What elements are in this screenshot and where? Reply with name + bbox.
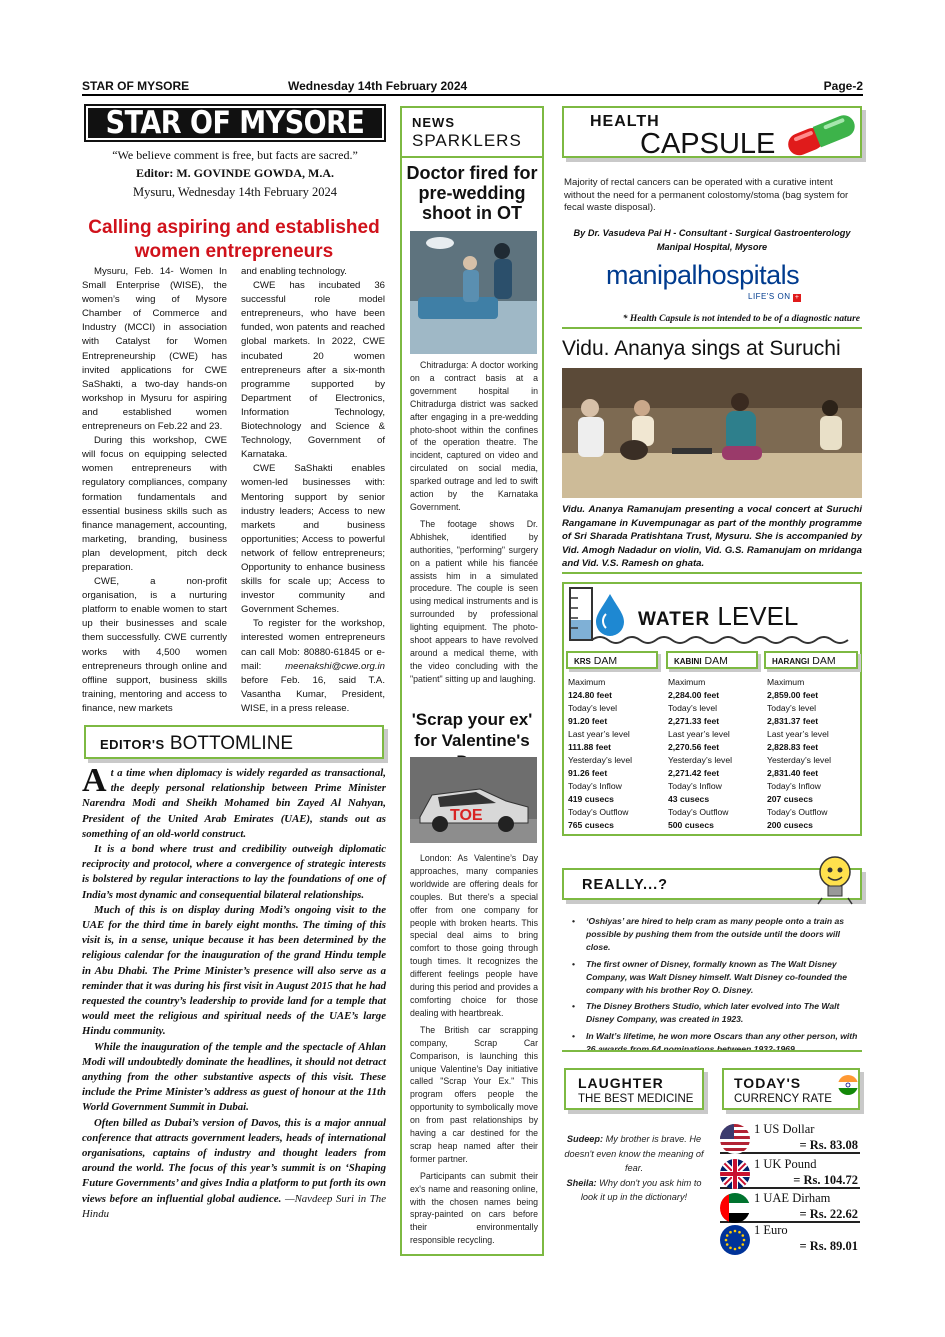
- line: Why don't you ask him to look it up in the dictionary!: [580, 1177, 702, 1202]
- stat-value: 500 cusecs: [668, 820, 714, 830]
- stat-label: Today’s Inflow: [668, 781, 722, 791]
- currency-value: = Rs. 83.08: [799, 1138, 858, 1152]
- stat-value: 2,859.00 feet: [767, 690, 819, 700]
- stat-label: Today’s Outflow: [568, 807, 629, 817]
- level-label: LEVEL: [710, 601, 799, 631]
- currency-value: = Rs. 89.01: [799, 1239, 858, 1253]
- currency-row-aed: [720, 1191, 860, 1223]
- stat-value: 207 cusecs: [767, 794, 813, 804]
- page-number: Page-2: [823, 79, 863, 93]
- paragraph: CWE has incubated 36 successful role model entrepreneurs, who have been funded, won patents and reached global markets. In 2022, CWE incubated 20 women entrepreneurs after a six-month programme supported by Department of Electronics, Information Technology, Biotechnology and Science & Technology, Government of Karnataka.: [241, 280, 385, 461]
- dateline: Mysuru, Wednesday 14th February 2024: [133, 185, 337, 199]
- currency-name: 1 UK Pound: [754, 1157, 817, 1171]
- divider: [562, 1050, 862, 1052]
- editorial-header: [84, 725, 384, 759]
- author-line: By Dr. Vasudeva Pai H - Consultant - Surgical Gastroenterology: [573, 228, 851, 238]
- currency-subtitle: CURRENCY RATE: [734, 1093, 832, 1105]
- stat-label: Last year’s level: [668, 729, 730, 739]
- story-headline: Doctor fired for pre-wedding shoot in OT: [406, 163, 538, 223]
- masthead-title: STAR OF MYSORE: [105, 105, 365, 142]
- stat-label: Today’s Outflow: [668, 807, 729, 817]
- dam-stats-harangi: [767, 676, 859, 832]
- paper-name: STAR OF MYSORE: [82, 79, 190, 93]
- stat-label: Today’s Inflow: [568, 781, 622, 791]
- editorial-source: —Navdeep Suri in The Hindu: [82, 1192, 386, 1220]
- concert-photo: [562, 368, 862, 498]
- page-header: [82, 78, 863, 96]
- divider: [562, 572, 862, 574]
- lightbulb-icon: [814, 852, 856, 906]
- car-graffiti-text: TOE: [450, 807, 483, 824]
- water-level-title: [638, 601, 798, 632]
- lead-column-2: [241, 265, 385, 716]
- story-body: [410, 852, 538, 1251]
- paragraph: [241, 617, 385, 716]
- stat-label: Today’s Outflow: [767, 807, 828, 817]
- line: My brother is brave. He doesn't even know the meaning of fear.: [564, 1134, 704, 1173]
- operation-theatre-illustration: [410, 231, 537, 354]
- dam-code: HARANGI: [772, 657, 810, 666]
- stat-value: 765 cusecs: [568, 820, 614, 830]
- laughter-header: [564, 1068, 704, 1110]
- drop-cap: A: [82, 762, 107, 799]
- stat-value: 200 cusecs: [767, 820, 813, 830]
- us-flag-icon: [720, 1124, 750, 1154]
- stat-value: 2,284.00 feet: [668, 690, 720, 700]
- tagline-text: LIFE'S ON: [748, 292, 791, 301]
- stat-value: 2,271.33 feet: [668, 716, 720, 726]
- editor-line: Editor: M. GOVINDE GOWDA, M.A.: [136, 166, 334, 180]
- paragraph: CWE SaShakti enables women-led businesses with: Mentoring support by senior industry leaders; Access to new markets and business opportunities; Access to powerful network of fellow entrepreneurs; Opportunity to enhance business skills for scale up; Access to investor community and Government Schemes.: [241, 463, 385, 616]
- divider: [562, 327, 862, 329]
- speaker: Sudeep:: [566, 1134, 604, 1144]
- concert-caption: Vidu. Ananya Ramanujam presenting a vocal concert at Suruchi Rangamane in Kuvempunagar as part of the monthly programme of Sri Sharada Pratishtana Trust, Mysuru. She is accompanied by Vid. Amogh Nadadur on violin, Vid. G.S. Ramanujam on mridanga and Vid. V.S. Ramesh on ghata.: [562, 504, 862, 570]
- email-link[interactable]: meenakshi@cwe.org.in: [285, 660, 385, 672]
- currency-name: 1 Euro: [754, 1223, 788, 1237]
- car-illustration: [410, 757, 537, 843]
- paragraph: While the inauguration of the temple and the spectacle of Ahlan Modi will undoubtedly dominate the headlines, it should not detract anything from the other substantive aspects of this visit. These include the Prime Minister’s address as guest of honour at the 11th World Government Summit in Dubai.: [82, 1040, 386, 1114]
- sparklers-label: SPARKLERS: [412, 131, 522, 150]
- stat-label: Maximum: [767, 677, 805, 687]
- uae-flag-icon: [720, 1193, 750, 1223]
- stat-value: 91.26 feet: [568, 768, 608, 778]
- health-tip: Majority of rectal cancers can be operated with a curative intent without the need for a permanent colostomy/stoma (bag system for fecal waste disposal).: [564, 177, 849, 214]
- paragraph: It is a bond where trust and credibility outweigh diplomatic reciprocity and protocol, where a convergence of strategic interests is bolstered by regular interactions to lay the foundations of one of India’s most dynamic and consequential bilateral relationships.: [82, 843, 386, 901]
- editorial-title-bold: EDITOR'S: [100, 737, 165, 752]
- health-label: HEALTH: [590, 113, 660, 130]
- dam-suffix: DAM: [809, 655, 836, 667]
- really-title: REALLY...?: [582, 877, 669, 893]
- stat-value: 2,270.56 feet: [668, 742, 720, 752]
- scrapped-car-photo: [410, 757, 537, 843]
- paragraph: [82, 1116, 386, 1222]
- capsule-icon: [780, 110, 864, 158]
- eu-flag-icon: [720, 1225, 750, 1255]
- stat-value: 2,831.40 feet: [767, 768, 819, 778]
- stat-value: 91.20 feet: [568, 716, 608, 726]
- news-label: NEWS: [412, 115, 455, 130]
- author-affiliation: Manipal Hospital, Mysore: [656, 242, 768, 252]
- divider: [402, 156, 542, 158]
- story-body: [410, 359, 538, 690]
- water-label: WATER: [638, 609, 711, 630]
- currency-name: 1 US Dollar: [754, 1122, 815, 1136]
- dam-stats-kabini: [668, 676, 760, 832]
- really-facts: [580, 915, 860, 1060]
- stat-value: 124.80 feet: [568, 690, 612, 700]
- paragraph: During this workshop, CWE will focus on equipping selected women entrepreneurs with regulatory compliances, company formation fundamentals and essential business skills such as finance management, accounting, marketing, branding, business plan development, pitch deck preparation.: [82, 435, 227, 573]
- motto: “We believe comment is free, but facts are sacred.”: [112, 148, 358, 162]
- joke-line: [564, 1132, 704, 1176]
- paragraph: and enabling technology.: [241, 266, 347, 277]
- text-run: To register for the workshop, interested women entrepreneurs can call Mob: 80880-61845 or e-mail:: [241, 618, 385, 672]
- currency-title: TODAY'S: [734, 1075, 802, 1091]
- dam-header-krs: [566, 651, 658, 669]
- stat-label: Maximum: [668, 677, 706, 687]
- currency-name: 1 UAE Dirham: [754, 1191, 831, 1205]
- paragraph: The footage shows Dr. Abhishek, identified by authorities, "performing" surgery on a patient while his fiancée assists him in a simulated procedure. The couple is seen using medical instruments and is surrounded by professional lighting equipment. The photo-shoot appears to have revolved around a medical theme, with the video concluding with the "patient" sitting up and laughing.: [410, 518, 538, 684]
- list-item: • The Disney Brothers Studio, which later evolved into The Walt Disney Company, was created in 1923.: [582, 1000, 860, 1026]
- stat-label: Today’s level: [767, 703, 817, 713]
- list-item: • The first owner of Disney, formally known as The Walt Disney Company, was Walt Disney himself. Walt Disney co-founded the company with his brother Roy O. Disney.: [582, 958, 860, 997]
- paragraph: Participants can submit their ex's name and reasoning online, with the chosen names being spray-painted on cars before their environmentally responsible recycling.: [410, 1170, 538, 1246]
- text-run: Often billed as Dubai’s version of Davos, this is a major annual conference that attracts government leaders, heads of international organisations, captains of industry and thought leaders from around the world. The focus of this year’s summit is on ‘Shaping Future Governments’ and gives India a platform to put forth its own views before an influential global audience.: [82, 1116, 386, 1205]
- stat-value: 2,831.37 feet: [767, 716, 819, 726]
- text-run: before Feb. 16, said T.A. Vasantha Kumar, President, WISE, in a press release.: [241, 674, 385, 714]
- paragraph: [82, 762, 386, 842]
- currency-value: = Rs. 104.72: [793, 1173, 858, 1187]
- list-item: • ‘Oshiyas’ are hired to help cram as many people onto a train as possible by pushing them from the outside until the doors will close.: [582, 915, 860, 954]
- joke-line: [564, 1176, 704, 1205]
- stat-value: 43 cusecs: [668, 794, 710, 804]
- dam-header-harangi: [764, 651, 858, 669]
- health-disclaimer: * Health Capsule is not intended to be of a diagnostic nature: [622, 314, 860, 324]
- dam-suffix: DAM: [701, 655, 728, 667]
- paragraph: Chitradurga: A doctor working on a contract basis at a government hospital in Chitradurga district was sacked after engaging in a pre-wedding photo-shoot within the confines of the operation theatre. The incident, captured on video and circulated on social media, sparked outrage and led to swift action by the Karnataka Government.: [410, 360, 538, 512]
- manipal-tagline: [748, 292, 801, 302]
- lead-column-1: [82, 265, 227, 716]
- paragraph: Much of this is on display during Modi’s ongoing visit to the UAE for the third time in barely eight months. The timing of this visit is, in a sense, unique because it has been determined by the religious calendar for the inauguration of the grand Hindu temple in Abu Dhabi. The Prime Minister’s presence will also serve as a reminder that it was during his first visit in August 2015 that he had requested the country’s leadership to provide land for a temple that would meet the religious and spiritual needs of the UAE’s large Hindu community.: [82, 903, 386, 1038]
- stat-label: Today’s level: [568, 703, 618, 713]
- stat-label: Yesterday’s level: [568, 755, 633, 765]
- uk-flag-icon: [720, 1159, 750, 1189]
- dam-stats-krs: [568, 676, 660, 832]
- dam-suffix: DAM: [590, 655, 618, 667]
- editorial-body: [82, 762, 386, 1222]
- manipal-logo: manipalhospitals: [606, 260, 800, 290]
- stat-label: Today’s level: [668, 703, 718, 713]
- health-author: [564, 226, 860, 254]
- stat-label: Yesterday’s level: [767, 755, 832, 765]
- stat-value: 2,828.83 feet: [767, 742, 819, 752]
- dam-code: KABINI: [674, 657, 702, 666]
- currency-value: = Rs. 22.62: [799, 1207, 858, 1221]
- plus-icon: +: [794, 294, 800, 301]
- stat-label: Last year’s level: [568, 729, 630, 739]
- paragraph: London: As Valentine’s Day approaches, many companies worldwide are offering deals for couples. But there's a special offer from one company for people with broken hearts. This special deal aims to bring comfort to those going through tough times. It recognizes the different feelings people have during this period and provides a comforting choice for those dealing with heartbreak.: [410, 853, 538, 1018]
- editorial-title-rest: BOTTOMLINE: [164, 733, 294, 754]
- editorial-title: [100, 733, 293, 755]
- currency-row-usd: [720, 1122, 860, 1154]
- joke: [564, 1132, 704, 1205]
- text-run: t a time when diplomacy is widely regarded as transactional, the deeply personal relationship between Prime Minister Narendra Modi and Sheikh Mohamed bin Zayed Al Nahyan, President of the United Arab Emirates (UAE), stands out as something of an old-world construct.: [82, 767, 386, 840]
- dam-header-kabini: [666, 651, 758, 669]
- laughter-title: LAUGHTER: [578, 1075, 664, 1091]
- story-headline: 'Scrap your ex' for Valentine's: [411, 710, 533, 750]
- lead-headline: Calling aspiring and established women entrepreneurs: [88, 217, 380, 262]
- paragraph: CWE, a non-profit organisation, is a nurturing platform to enable women to start up their businesses and scale them successfully. CWE currently works with 4,500 women entrepreneurs through online and offline support, business skills training, mentoring and access to finance, new markets: [82, 576, 227, 714]
- currency-row-gbp: [720, 1157, 860, 1189]
- stat-label: Maximum: [568, 677, 606, 687]
- stat-value: 111.88 feet: [568, 742, 612, 752]
- stat-value: 2,271.42 feet: [668, 768, 720, 778]
- capsule-label: CAPSULE: [640, 128, 776, 160]
- issue-date: Wednesday 14th February 2024: [288, 79, 468, 93]
- stat-label: Last year’s level: [767, 729, 829, 739]
- paragraph: The British car scrapping company, Scrap Car Comparison, is launching this unique Valentine's Day initiative called "Scrap Your Ex." This program offers people the opportunity to symbolically move on from past relationships by having a car destined for the scrap heap named after their former partner.: [410, 1024, 538, 1164]
- stat-value: 419 cusecs: [568, 794, 614, 804]
- india-flag-icon: [838, 1075, 858, 1095]
- speaker: Sheila:: [566, 1177, 597, 1188]
- dam-code: KRS: [574, 657, 591, 666]
- list-item: • In Walt’s lifetime, he won more Oscars than any other person, with: [582, 1030, 860, 1056]
- concert-illustration: [562, 368, 862, 498]
- operation-theatre-photo: [410, 231, 537, 354]
- stat-label: Yesterday’s level: [668, 755, 733, 765]
- stat-label: Today’s Inflow: [767, 781, 821, 791]
- masthead: [84, 104, 386, 142]
- concert-headline: Vidu. Ananya sings at Suruchi: [562, 337, 841, 360]
- laughter-subtitle: THE BEST MEDICINE: [578, 1093, 694, 1105]
- paragraph: Mysuru, Feb. 14- Women In Small Enterprise (WISE), the women’s wing of Mysore Chamber of Commerce and Industry (MCCI) in association with Catalyst for Women Entrepreneurship (CWE) has invited applications for CWE SaShakti, a two-day hands-on workshop in Mysuru for aspiring and established women entrepreneurs on Feb.22 and 23.: [82, 266, 227, 433]
- currency-row-eur: [720, 1223, 860, 1255]
